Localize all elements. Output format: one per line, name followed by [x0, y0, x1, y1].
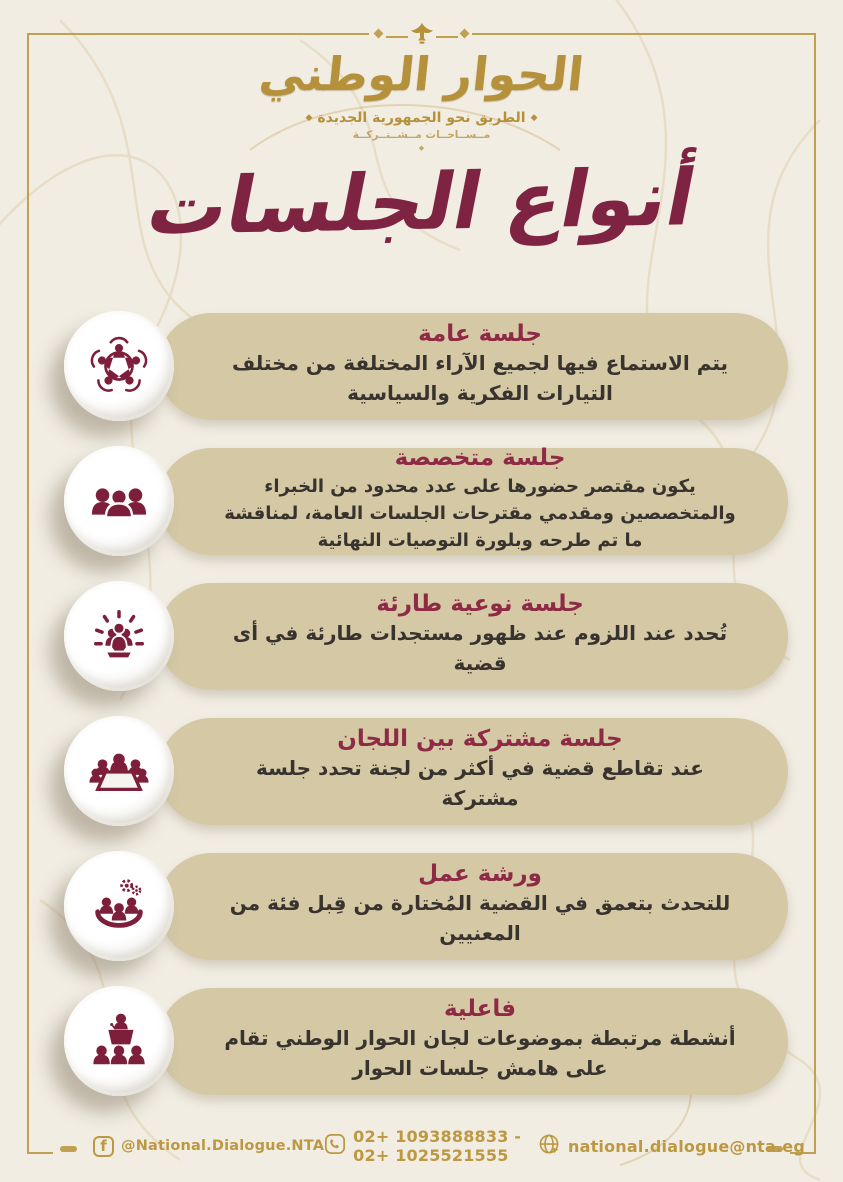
facebook-icon[interactable]: f: [93, 1136, 114, 1157]
card-body: للتحدث بتعمق في القضية المُختارة من قِبل فئة من المعنيين: [229, 891, 731, 946]
facebook-link[interactable]: [93, 1136, 324, 1157]
card-body: عند تقاطع قضية في أكثر من لجنة تحدد جلسة مشتركة: [256, 756, 704, 811]
website-email[interactable]: national.dialogue@nta.eg: [568, 1136, 805, 1156]
phone-contact[interactable]: [324, 1127, 538, 1165]
card-emergency-session: [64, 582, 788, 690]
card-body: يتم الاستماع فيها لجميع الآراء المختلفة من مختلف التيارات الفكرية والسياسية: [231, 351, 729, 406]
phone-numbers[interactable]: 02+ 1093888833 - 02+ 1025521555: [353, 1127, 522, 1165]
diamond-ornament: ◆: [530, 112, 538, 123]
globe-icon[interactable]: [538, 1133, 561, 1160]
card-bubble: [158, 313, 788, 420]
top-diamond-ornament: [460, 29, 470, 39]
podium-icon: [88, 1010, 150, 1072]
frame-top-border-left: [27, 33, 369, 35]
card-specialized-session: [64, 447, 788, 555]
card-joint-session: [64, 717, 788, 825]
logo-calligraphy: الحوار الوطني: [256, 47, 587, 101]
card-badge: [64, 581, 174, 691]
group-icon: [88, 470, 150, 532]
card-badge: [64, 446, 174, 556]
facebook-handle[interactable]: @National.Dialogue.NTA: [121, 1138, 325, 1154]
card-body: يكون مقتصر حضورها على عدد محدود من الخبراء والمتخصصين ومقدمي مقترحات الجلسات العامة، لمناقشة ما تم طرحه وبلورة التوصيات النهائية: [224, 475, 736, 551]
card-title: جلسة متخصصة: [394, 445, 566, 472]
diamond-ornament-small: ◆: [418, 143, 425, 152]
whatsapp-icon[interactable]: [324, 1133, 346, 1159]
card-bubble: [158, 583, 788, 690]
card-title: جلسة نوعية طارئة: [376, 590, 584, 617]
top-ornament-line: [436, 36, 458, 38]
card-body: أنشطة مرتبطة بموضوعات لجان الحوار الوطني تقام على هامش جلسات الحوار: [224, 1026, 736, 1081]
card-body: تُحدد عند اللزوم عند ظهور مستجدات طارئة في أى قضية: [232, 621, 728, 676]
card-bubble: [158, 988, 788, 1095]
footer-contact-bar: [93, 1127, 805, 1165]
workshop-icon: [88, 875, 150, 937]
card-workshop: [64, 852, 788, 960]
card-bubble: [158, 718, 788, 825]
card-badge: [64, 311, 174, 421]
card-bubble: [158, 853, 788, 960]
card-badge: [64, 851, 174, 961]
logo-tagline: ◆الطريق نحو الجمهورية الجديدة◆: [0, 110, 843, 126]
frame-top-border-right: [472, 33, 816, 35]
people-circle-icon: [88, 335, 150, 397]
frame-bottom-dash-left: [60, 1146, 77, 1152]
session-types-list: [64, 312, 788, 1095]
frame-bottom-border-left: [27, 1152, 53, 1154]
top-diamond-ornament: [374, 29, 384, 39]
logo-block: [0, 46, 843, 152]
card-title: ورشة عمل: [418, 860, 542, 887]
card-bubble: [158, 445, 788, 555]
urgent-group-icon: [88, 605, 150, 667]
card-general-session: [64, 312, 788, 420]
card-event: [64, 987, 788, 1095]
card-title: جلسة مشتركة بين اللجان: [337, 725, 623, 752]
page-title: أنواع الجلسات: [140, 153, 703, 253]
card-badge: [64, 716, 174, 826]
card-title: فاعلية: [443, 995, 517, 1022]
diamond-ornament: ◆: [305, 112, 313, 123]
card-title: جلسة عامة: [418, 320, 542, 347]
card-badge: [64, 986, 174, 1096]
website-contact[interactable]: [538, 1133, 805, 1160]
meeting-table-icon: [88, 740, 150, 802]
logo-subtitle: مــســاحــات مــشــتــركــة: [352, 128, 491, 141]
top-ornament-line: [386, 36, 408, 38]
